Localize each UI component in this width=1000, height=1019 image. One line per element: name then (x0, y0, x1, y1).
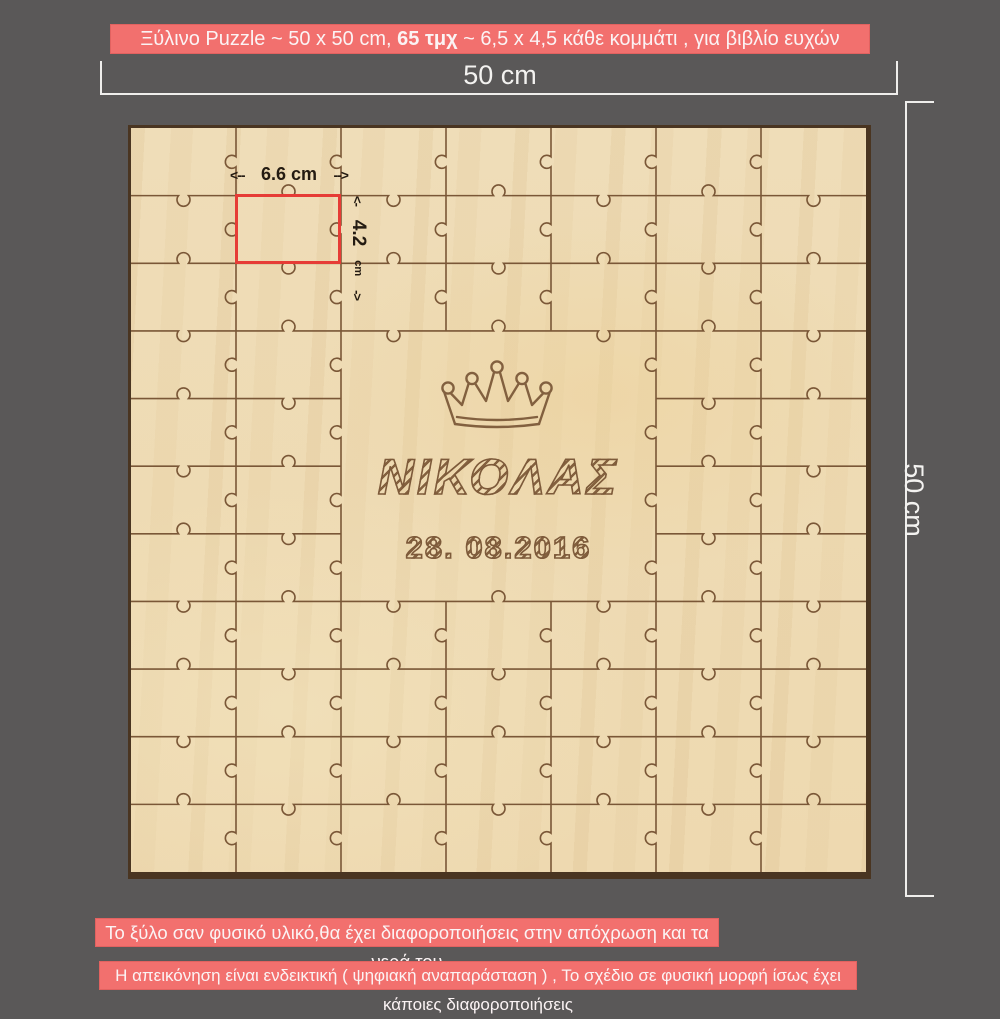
arrow-left-icon: <-- (230, 166, 245, 183)
product-title-suffix: ~ 6,5 x 4,5 κάθε κομμάτι , για βιβλίο ευχών (457, 28, 840, 50)
product-title-text: Ξύλινο Puzzle ~ 50 x 50 cm, (140, 28, 398, 50)
width-dimension-tick-right (896, 61, 898, 95)
piece-width-annotation (230, 164, 348, 185)
width-dimension-label: 50 cm (463, 60, 537, 90)
crown-icon (441, 360, 553, 436)
height-dimension-tick-top (905, 101, 934, 103)
render-disclaimer-banner: Η απεικόνηση είναι ενδεικτική ( ψηφιακή αναπαράσταση ) , Το σχέδιο σε φυσική μορφή ίσως έχει κάποιες διαφοροποιήσεις (99, 961, 857, 990)
width-dimension-line (100, 93, 898, 95)
product-title-banner (110, 24, 870, 54)
height-dimension-tick-bottom (905, 895, 934, 897)
height-dimension-label: 50 cm (899, 463, 929, 537)
arrow-up-icon: <- (350, 196, 366, 206)
wooden-puzzle-board (128, 125, 871, 879)
product-pieces-count: 65 τμχ (397, 28, 458, 50)
width-dimension-tick-left (100, 61, 102, 95)
wood-disclaimer-banner: Το ξύλο σαν φυσικό υλικό,θα έχει διαφοροποιήσεις στην απόχρωση και τα (95, 918, 719, 947)
piece-height-value: 4.2 (348, 219, 369, 247)
piece-height-unit: cm (352, 260, 364, 277)
piece-height-annotation (345, 196, 371, 300)
engraved-date: 28. 08.2016 (341, 530, 656, 566)
engraved-name: ΝΙΚΟΛΑΣ (341, 448, 656, 506)
arrow-down-icon: -> (350, 290, 366, 300)
piece-highlight-rect (235, 194, 341, 264)
arrow-right-icon: --> (333, 166, 348, 183)
piece-width-value: 6.6 cm (260, 164, 318, 184)
